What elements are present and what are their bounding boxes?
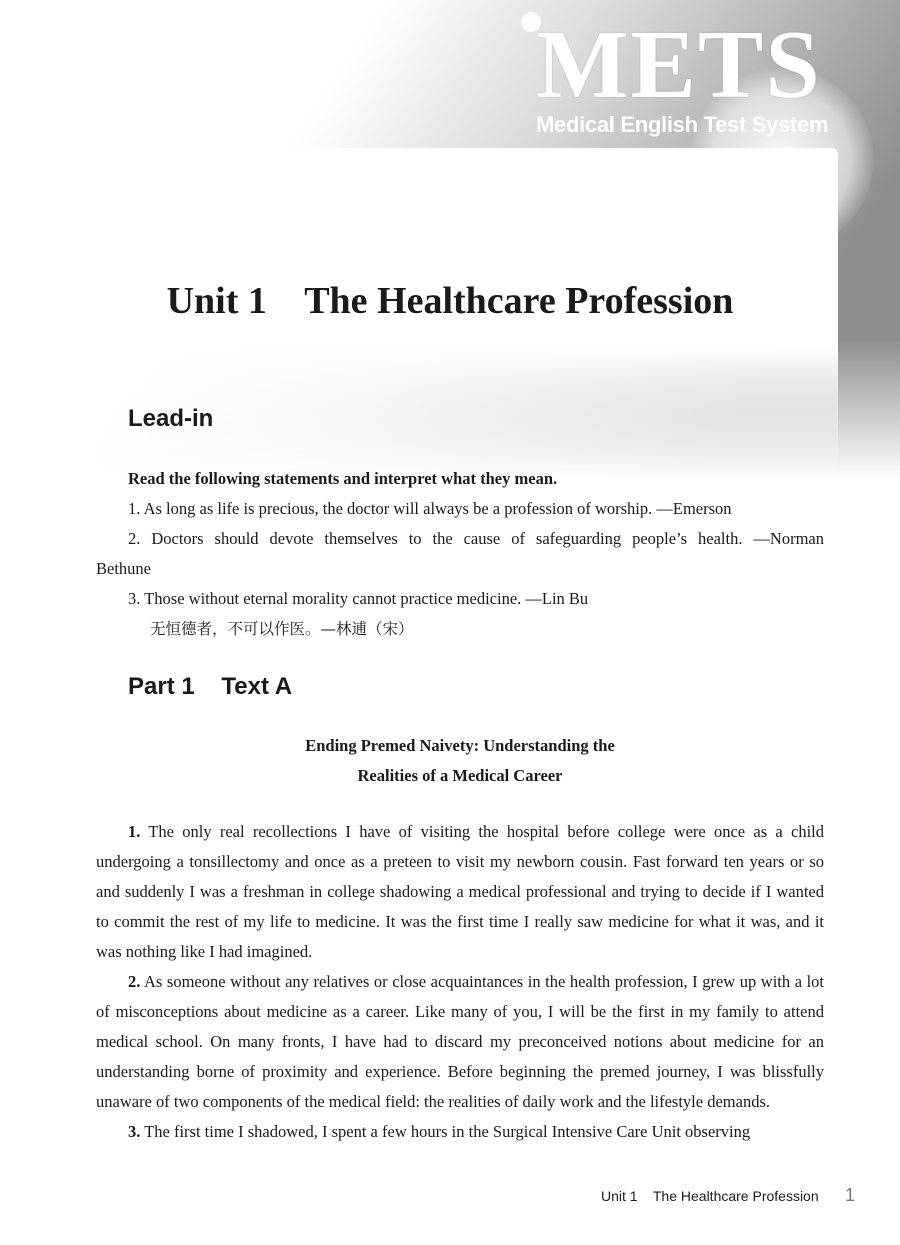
paragraph-text: As someone without any relatives or close acquaintances in the health profession, I grew up with a lot of misconceptions about medicine as a career. Like many of you, I will be the first in my family to attend medical school. On many fronts, I have had to discard my preconceived notions about medicine for an understanding borne of proximity and experience. Before beginning the premed journey, I was blissfully unaware of two components of the medical field: the realities of daily work and the lifestyle demands. xyxy=(96,972,824,1111)
article-body xyxy=(96,817,824,1147)
logo-subtitle: Medical English Test System xyxy=(536,112,829,137)
part1-heading: Part 1 Text A xyxy=(128,673,293,700)
mets-logo xyxy=(536,11,856,138)
statement-3: 3. Those without eternal morality cannot practice medicine. —Lin Bu xyxy=(128,589,589,608)
article-title-line-2: Realities of a Medical Career xyxy=(357,766,563,785)
logo-wordmark: METS xyxy=(536,11,822,119)
statement-2: 2. Doctors should devote themselves to the cause of safeguarding people’s health. —Norman xyxy=(128,529,824,548)
paragraph-3 xyxy=(96,1117,824,1147)
lead-in-heading: Lead-in xyxy=(128,405,214,432)
statement-3-chinese: 无恒德者，不可以作医。—林逋（宋） xyxy=(150,620,414,638)
paragraph-number: 2. xyxy=(128,972,141,991)
statement-1: 1. As long as life is precious, the doctor will always be a profession of worship. —Emerson xyxy=(128,499,732,518)
article-title xyxy=(0,731,900,791)
unit-title: Unit 1 The Healthcare Profession xyxy=(166,280,734,322)
paragraph-2 xyxy=(96,967,824,1117)
paragraph-text: The first time I shadowed, I spent a few hours in the Surgical Intensive Care Unit observing xyxy=(140,1122,751,1141)
page-number: 1 xyxy=(845,1185,856,1205)
statement-2-continued: Bethune xyxy=(96,559,151,578)
lead-in-body xyxy=(96,464,824,644)
lead-in-instruction: Read the following statements and interpret what they mean. xyxy=(128,469,558,488)
paragraph-number: 3. xyxy=(128,1122,141,1141)
footer-running-title: Unit 1 The Healthcare Profession xyxy=(601,1188,819,1204)
paragraph-1 xyxy=(96,817,824,967)
article-title-line-1: Ending Premed Naivety: Understanding the xyxy=(305,736,615,755)
paragraph-number: 1. xyxy=(128,822,141,841)
paragraph-text: The only real recollections I have of visiting the hospital before college were once as a child undergoing a tonsillectomy and once as a preteen to visit my newborn cousin. Fast forward ten years or so and suddenly I was a freshman in college shadowing a medical professional and trying to decide if I wanted to commit the rest of my life to medicine. It was the first time I really saw medicine for what it was, and it was nothing like I had imagined. xyxy=(96,822,824,961)
